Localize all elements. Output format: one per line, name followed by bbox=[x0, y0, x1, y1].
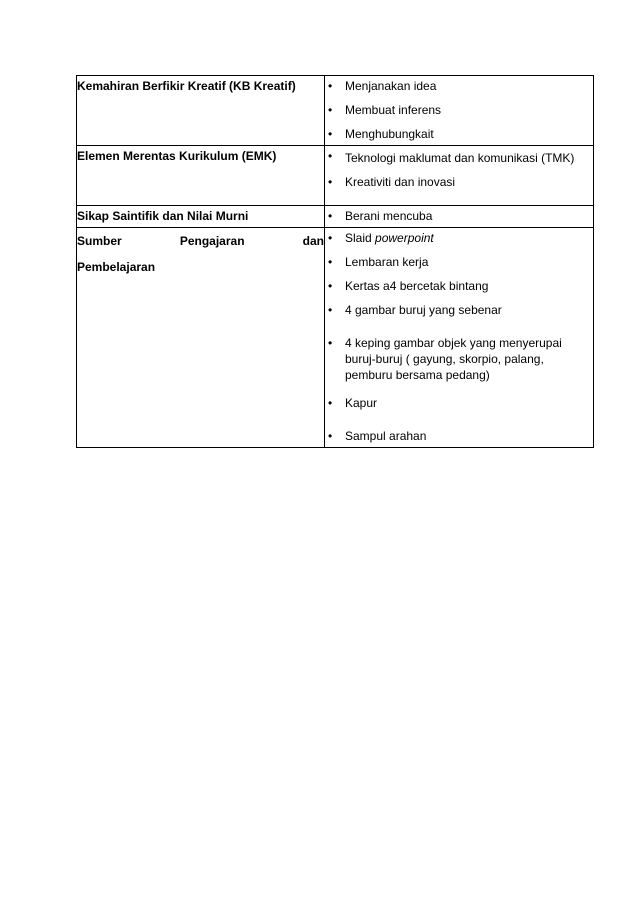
bullet-icon: • bbox=[328, 103, 333, 117]
row-content-sikap-saintifik bbox=[325, 206, 594, 228]
row-label-kb-kreatif: Kemahiran Berfikir Kreatif (KB Kreatif) bbox=[77, 76, 325, 146]
row-label-sumber bbox=[77, 228, 325, 448]
list-item bbox=[325, 100, 593, 121]
list-item-text: Kreativiti dan inovasi bbox=[345, 175, 456, 189]
table-row bbox=[77, 76, 594, 146]
list-item bbox=[325, 426, 593, 447]
bullet-icon: • bbox=[328, 175, 333, 189]
list-item bbox=[325, 276, 593, 297]
list-item bbox=[325, 172, 593, 193]
list-item-text: Slaid bbox=[345, 231, 376, 245]
table-row bbox=[77, 206, 594, 228]
bullet-icon: • bbox=[328, 303, 333, 317]
bullet-icon: • bbox=[328, 79, 333, 93]
bullet-icon: • bbox=[328, 336, 333, 350]
bullet-icon: • bbox=[328, 209, 333, 223]
list-item-text: Kertas a4 bercetak bintang bbox=[345, 279, 489, 293]
bullet-list bbox=[325, 146, 593, 193]
row-content-emk bbox=[325, 146, 594, 206]
bullet-icon: • bbox=[328, 231, 333, 245]
bullet-list bbox=[325, 228, 593, 447]
row-content-sumber bbox=[325, 228, 594, 448]
list-item bbox=[325, 206, 593, 227]
list-item bbox=[325, 393, 593, 414]
list-item-text: Berani mencuba bbox=[345, 209, 433, 223]
list-item-text: Teknologi maklumat dan komunikasi (TMK) bbox=[345, 151, 575, 165]
table-row bbox=[77, 146, 594, 206]
row-content-kb-kreatif bbox=[325, 76, 594, 146]
list-item bbox=[325, 300, 593, 321]
table-row bbox=[77, 228, 594, 448]
bullet-icon: • bbox=[328, 429, 333, 443]
list-item bbox=[325, 124, 593, 145]
bullet-icon: • bbox=[328, 396, 333, 410]
bullet-list bbox=[325, 76, 593, 145]
list-item-text-italic: powerpoint bbox=[375, 231, 434, 245]
list-item-text: Menghubungkait bbox=[345, 127, 434, 141]
lesson-plan-table bbox=[76, 75, 594, 448]
list-item-text: Sampul arahan bbox=[345, 429, 427, 443]
label-text: Sumber Pengajaran dan bbox=[77, 234, 324, 248]
list-item-text: Membuat inferens bbox=[345, 103, 442, 117]
bullet-icon: • bbox=[328, 255, 333, 269]
list-item-text: 4 gambar buruj yang sebenar bbox=[345, 303, 502, 317]
bullet-list bbox=[325, 206, 593, 227]
list-item bbox=[325, 333, 593, 383]
label-text: Pembelajaran bbox=[77, 260, 156, 274]
bullet-icon: • bbox=[328, 127, 333, 141]
list-item bbox=[325, 146, 593, 171]
list-item-text: Lembaran kerja bbox=[345, 255, 429, 269]
row-label-sikap-saintifik: Sikap Saintifik dan Nilai Murni bbox=[77, 206, 325, 228]
list-item-text: Menjanakan idea bbox=[345, 79, 437, 93]
list-item-text: 4 keping gambar objek yang menyerupai buruj-buruj ( gayung, skorpio, palang, pemburu bersama pedang) bbox=[345, 336, 562, 382]
bullet-icon: • bbox=[328, 149, 333, 163]
list-item bbox=[325, 252, 593, 273]
bullet-icon: • bbox=[328, 279, 333, 293]
list-item-text: Kapur bbox=[345, 396, 378, 410]
list-item bbox=[325, 228, 593, 249]
list-item bbox=[325, 76, 593, 97]
row-label-emk: Elemen Merentas Kurikulum (EMK) bbox=[77, 146, 325, 206]
